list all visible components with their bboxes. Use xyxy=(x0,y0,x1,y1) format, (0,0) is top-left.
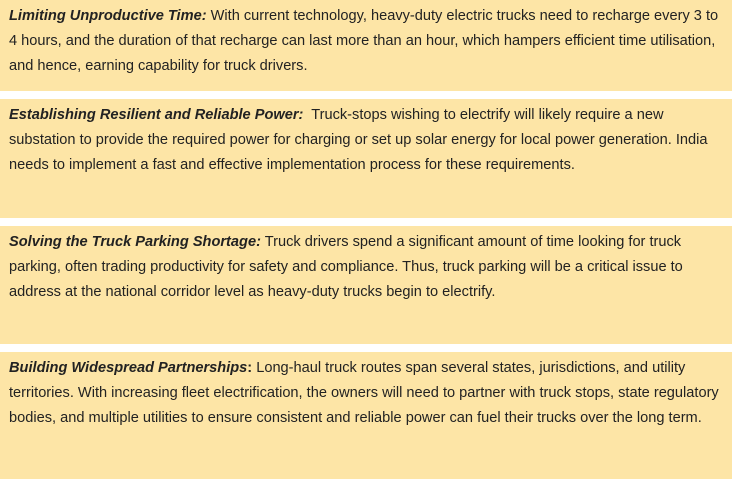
challenge-card-truck-parking xyxy=(0,226,732,344)
heading-separator: : xyxy=(247,360,253,376)
challenge-card-partnerships xyxy=(0,352,732,479)
challenge-heading: Limiting Unproductive Time: xyxy=(9,8,207,24)
challenge-card-reliable-power xyxy=(0,99,732,218)
challenge-heading: Establishing Resilient and Reliable Power: xyxy=(9,107,304,123)
challenge-body: Truck drivers spend a significant amount of time looking for truck parking, often trading productivity for safety and compliance. Thus, truck parking will be a critical issue to address at the national corridor level as heavy-duty trucks begin to electrify. xyxy=(9,234,683,300)
challenge-body: Truck-stops wishing to electrify will likely require a new substation to provide the required power for charging or set up solar energy for local power generation. India needs to implement a fast and effective implementation process for these requirements. xyxy=(9,107,712,173)
challenge-heading: Building Widespread Partnerships xyxy=(9,360,248,376)
challenge-body: With current technology, heavy-duty electric trucks need to recharge every 3 to 4 hours, and the duration of that recharge can last more than an hour, which hampers efficient time utilisation, and hence, earning capability for truck drivers. xyxy=(9,8,719,74)
challenge-body: Long-haul truck routes span several states, jurisdictions, and utility territories. With increasing fleet electrification, the owners will need to partner with truck stops, state regulatory bodies, and multiple utilities to ensure consistent and reliable power can fuel their trucks over the long term. xyxy=(9,360,719,426)
challenge-card-unproductive-time xyxy=(0,0,732,91)
challenge-heading: Solving the Truck Parking Shortage: xyxy=(9,234,261,250)
